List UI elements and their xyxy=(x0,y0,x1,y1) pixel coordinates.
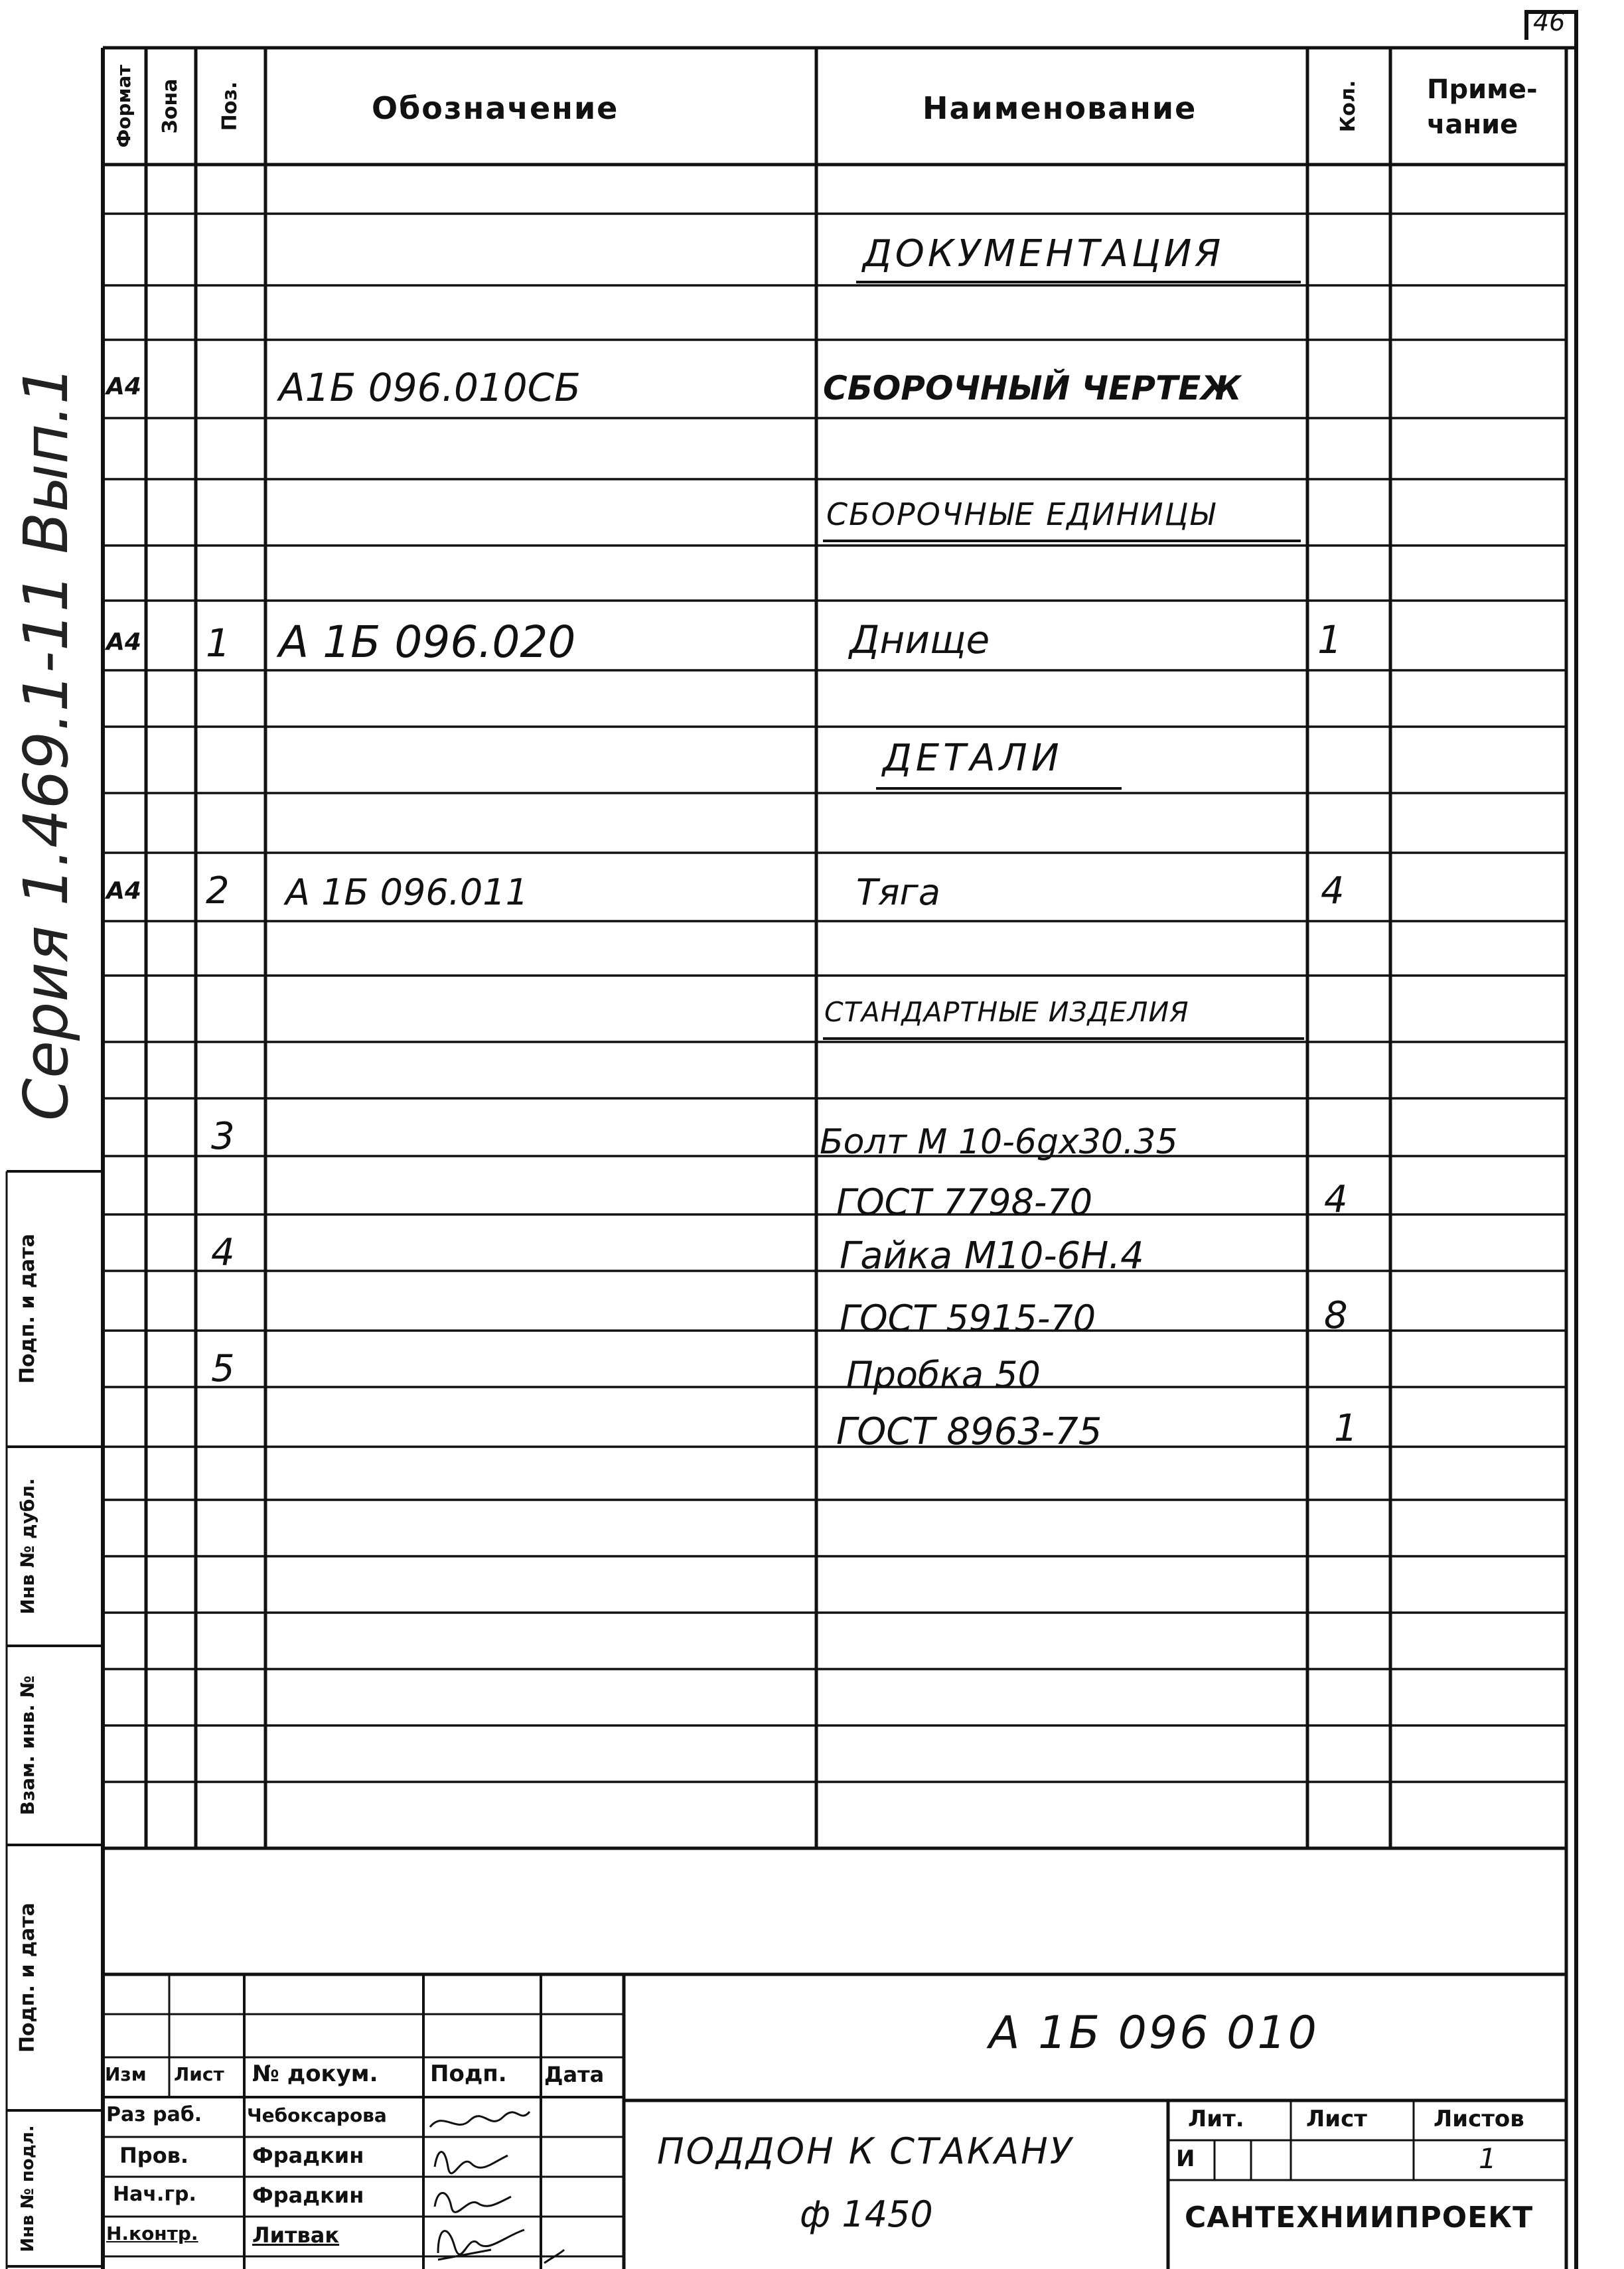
sheet-number: 46 xyxy=(1533,7,1566,37)
lit-value: И xyxy=(1176,2146,1195,2172)
name-nach-gr: Фрадкин xyxy=(252,2183,364,2208)
label-prov: Пров. xyxy=(119,2143,189,2168)
sheets-total-value: 1 xyxy=(1479,2142,1497,2175)
row4-naimenovanie: Болт М 10-6gх30.35 xyxy=(820,1122,1178,1162)
section-documentation: ДОКУМЕНТАЦИЯ xyxy=(863,232,1224,275)
header-format: Формат xyxy=(113,64,135,148)
row6-gost: ГОСТ 8963-75 xyxy=(836,1410,1102,1453)
header-primechanie-2: чание xyxy=(1427,110,1518,140)
header-kol: Кол. xyxy=(1337,80,1360,133)
name-prov: Фрадкин xyxy=(252,2143,364,2168)
header-primechanie-1: Приме- xyxy=(1427,74,1538,105)
header-oboznachenie: Обозначение xyxy=(372,90,619,126)
col-izm: Изм xyxy=(105,2063,147,2085)
label-razrab: Раз раб. xyxy=(106,2103,202,2126)
row3-format: А4 xyxy=(106,877,141,905)
drawing-title-line1: ПОДДОН К СТАКАНУ xyxy=(657,2130,1074,2172)
col-list: Лист xyxy=(174,2063,224,2085)
header-poz: Поз. xyxy=(218,81,242,131)
row2-poz: 1 xyxy=(206,621,230,666)
col-data: Дата xyxy=(544,2062,605,2087)
section-standard-items: СТАНДАРТНЫЕ ИЗДЕЛИЯ xyxy=(824,996,1189,1028)
organization-name: САНТЕХНИИПРОЕКТ xyxy=(1185,2201,1534,2234)
name-n-kontr: Литвак xyxy=(252,2223,340,2248)
label-n-kontr: Н.контр. xyxy=(106,2223,198,2244)
label-sheet: Лист xyxy=(1306,2106,1367,2132)
margin-label-inv-dubl: Инв № дубл. xyxy=(17,1478,38,1615)
row3-kol: 4 xyxy=(1321,869,1345,913)
row1-oboznachenie: А1Б 096.010СБ xyxy=(279,365,581,410)
label-sheets-total: Листов xyxy=(1434,2106,1524,2132)
row1-naimenovanie: СБОРОЧНЫЙ ЧЕРТЕЖ xyxy=(823,369,1242,407)
row5-poz: 4 xyxy=(211,1231,235,1274)
drawing-title-line2: ф 1450 xyxy=(800,2193,933,2235)
label-lit: Лит. xyxy=(1188,2106,1244,2132)
header-zona: Зона xyxy=(159,78,182,134)
label-nach-gr: Нач.гр. xyxy=(113,2183,196,2206)
row6-poz: 5 xyxy=(211,1347,235,1390)
series-stamp: Серия 1.469.1-11 Вып.1 xyxy=(11,366,82,1121)
col-podp: Подп. xyxy=(430,2061,507,2087)
row2-oboznachenie: А 1Б 096.020 xyxy=(279,617,576,668)
row4-gost: ГОСТ 7798-70 xyxy=(836,1181,1093,1223)
signatures xyxy=(430,2112,564,2263)
col-doc: № докум. xyxy=(252,2061,378,2087)
name-razrab: Чебоксарова xyxy=(247,2104,387,2126)
margin-label-podp-data-1: Подп. и дата xyxy=(16,1233,39,1384)
document-code: А 1Б 096 010 xyxy=(989,2007,1319,2059)
row5-gost: ГОСТ 5915-70 xyxy=(840,1297,1096,1339)
signature-prov xyxy=(435,2152,508,2173)
signature-n-kontr xyxy=(438,2230,524,2260)
row1-format: А4 xyxy=(106,373,141,400)
section-assembly-units: СБОРОЧНЫЕ ЕДИНИЦЫ xyxy=(826,496,1217,532)
row2-format: А4 xyxy=(106,628,141,656)
signature-nach-gr xyxy=(435,2193,511,2212)
row3-poz: 2 xyxy=(206,869,230,913)
row4-poz: 3 xyxy=(211,1115,235,1158)
margin-label-podp-data-2: Подп. и дата xyxy=(16,1902,39,2053)
row3-oboznachenie: А 1Б 096.011 xyxy=(285,871,528,913)
row6-naimenovanie: Пробка 50 xyxy=(846,1354,1041,1396)
header-naimenovanie: Наименование xyxy=(923,90,1197,126)
row3-naimenovanie: Тяга xyxy=(856,871,940,913)
row6-kol: 1 xyxy=(1334,1407,1358,1450)
section-details: ДЕТАЛИ xyxy=(883,737,1063,780)
margin-label-vzam-inv: Взам. инв. № xyxy=(17,1675,38,1816)
row5-kol: 8 xyxy=(1324,1294,1348,1337)
margin-label-inv-podl: Инв № подл. xyxy=(18,2125,38,2252)
row5-naimenovanie: Гайка М10-6Н.4 xyxy=(840,1234,1144,1278)
signature-razrab xyxy=(430,2112,530,2127)
row2-naimenovanie: Днище xyxy=(849,617,990,662)
row4-kol: 4 xyxy=(1324,1178,1348,1221)
row2-kol: 1 xyxy=(1317,617,1342,662)
